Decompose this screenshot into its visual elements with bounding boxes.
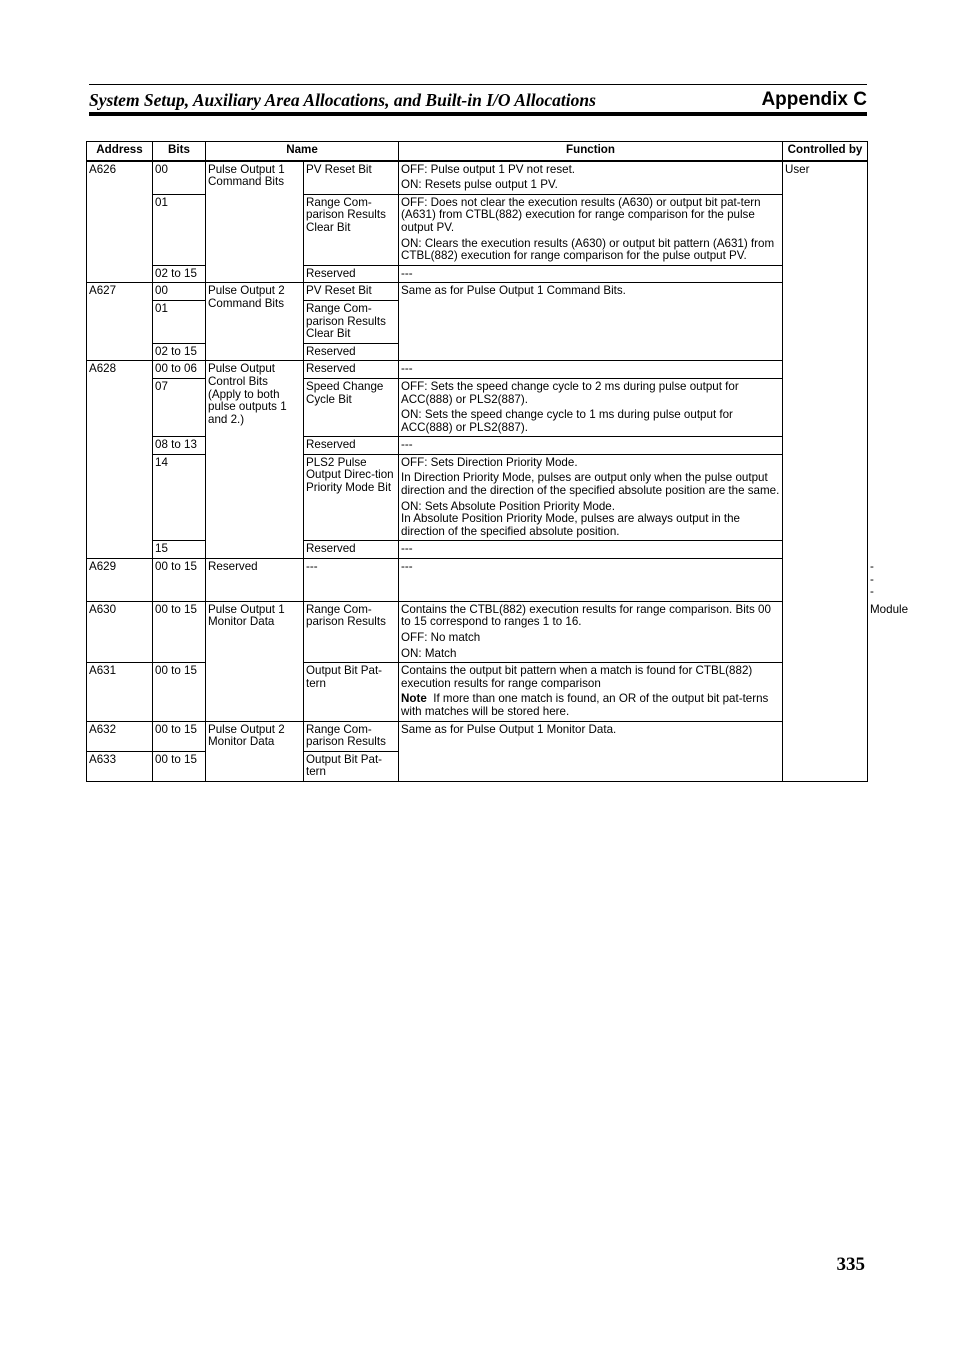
address-cell: A633	[87, 751, 153, 781]
subname-cell: Reserved	[304, 541, 399, 559]
table-row	[87, 161, 868, 195]
subname-cell: PV Reset Bit	[304, 283, 399, 301]
function-text: ON: Clears the execution results (A630) or output bit pattern (A631) from CTBL(882) execution for range comparison for the pulse output PV.	[401, 236, 775, 263]
subname-cell: Speed Change Cycle Bit	[304, 378, 399, 436]
col-header-address: Address	[87, 142, 153, 161]
subname-cell: Reserved	[304, 437, 399, 455]
function-text: ON: Sets Absolute Position Priority Mode.	[401, 499, 615, 513]
table-row	[87, 194, 868, 265]
function-cell: Same as for Pulse Output 1 Monitor Data.	[399, 721, 783, 781]
table-row	[87, 283, 868, 301]
name-cell: Pulse Output Control Bits (Apply to both pulse outputs 1 and 2.)	[206, 361, 304, 559]
function-text: OFF: Does not clear the execution results (A630) or output bit pat-tern (A631) from CTBL(882) execution for range comparison for the pulse output PV.	[401, 195, 761, 234]
subname-cell: Range Com-parison Results Clear Bit	[304, 300, 399, 343]
address-cell: A628	[87, 361, 153, 559]
name-cell: Pulse Output 2 Command Bits	[206, 283, 304, 361]
bits-cell: 07	[153, 378, 206, 436]
appendix-label: Appendix C	[761, 89, 867, 110]
table-row: A629 00 to 15 Reserved --- --- ---	[87, 559, 868, 602]
subname-cell: Output Bit Pat-tern	[304, 751, 399, 781]
table-header-row	[87, 142, 868, 161]
bits-cell: 02 to 15	[153, 265, 206, 283]
table-row: A630 00 to 15 Pulse Output 1 Monitor Data Range Com-parison Results Contains the CTBL(882) execution results for range comparison. Bits 00 to 15 correspond to ranges 1 to 16. OFF: No match ON: Match Module	[87, 601, 868, 662]
function-cell: ---	[399, 437, 783, 455]
bits-cell: 00 to 15	[153, 721, 206, 751]
function-text: In Absolute Position Priority Mode, pulses are always output in the direction of the specified absolute position.	[401, 512, 740, 538]
bits-cell: 00 to 15	[153, 663, 206, 721]
address-cell: A631	[87, 663, 153, 721]
table-row	[87, 721, 868, 751]
header-top-rule	[89, 84, 867, 85]
page-number: 335	[836, 1254, 865, 1275]
bits-cell: 00	[153, 283, 206, 301]
table-row	[87, 437, 868, 455]
note-label: Note	[401, 692, 427, 706]
subname-cell: Output Bit Pat-tern	[304, 663, 399, 721]
bits-cell: 00 to 15	[153, 559, 206, 602]
col-header-controlled-by: Controlled by	[783, 142, 868, 161]
subname-cell: ---	[304, 559, 399, 602]
function-text: In Direction Priority Mode, pulses are output only when the pulse output direction and the direction of the specified absolute position are the same.	[401, 471, 780, 498]
function-text: ON: Match	[401, 646, 457, 660]
function-cell: ---	[399, 361, 783, 379]
bits-cell: 01	[153, 300, 206, 343]
function-text: OFF: Sets the speed change cycle to 2 ms during pulse output for ACC(888) or PLS2(887).	[401, 379, 739, 406]
function-cell	[399, 161, 783, 195]
controlled-by-cell: User	[783, 161, 868, 782]
table-row	[87, 454, 868, 541]
col-header-bits: Bits	[153, 142, 206, 161]
address-cell: A626	[87, 161, 153, 283]
page-header-title: System Setup, Auxiliary Area Allocations, and Built-in I/O Allocations	[89, 90, 596, 110]
subname-cell: PLS2 Pulse Output Direc-tion Priority Mode Bit	[304, 454, 399, 541]
function-cell: Same as for Pulse Output 1 Command Bits.	[399, 283, 783, 361]
bits-cell: 00 to 06	[153, 361, 206, 379]
table-row	[87, 378, 868, 436]
function-cell: ---	[399, 541, 783, 559]
address-cell: A629	[87, 559, 153, 602]
address-cell: A632	[87, 721, 153, 751]
bits-cell: 01	[153, 194, 206, 265]
table-row	[87, 265, 868, 283]
function-cell	[399, 378, 783, 436]
col-header-name: Name	[206, 142, 399, 161]
function-text: OFF: No match	[401, 631, 481, 644]
table-row	[87, 541, 868, 559]
function-text: ON: Sets the speed change cycle to 1 ms during pulse output for ACC(888) or PLS2(887).	[401, 408, 733, 434]
function-text: OFF: Sets Direction Priority Mode.	[401, 455, 578, 469]
subname-cell: Range Com-parison Results Clear Bit	[304, 194, 399, 265]
function-text: OFF: Pulse output 1 PV not reset.	[401, 162, 576, 176]
function-cell	[399, 663, 783, 721]
subname-cell: Reserved	[304, 265, 399, 283]
function-cell: ---	[399, 265, 783, 283]
note-text	[401, 693, 780, 718]
name-cell: Pulse Output 1 Command Bits	[206, 161, 304, 283]
bits-cell: 15	[153, 541, 206, 559]
name-cell: Pulse Output 2 Monitor Data	[206, 721, 304, 781]
bits-cell: 00 to 15	[153, 601, 206, 662]
note-body: If more than one match is found, an OR of the output bit pat-terns with matches will be stored here.	[401, 692, 769, 718]
bits-cell: 14	[153, 454, 206, 541]
address-cell: A630	[87, 601, 153, 662]
bits-cell: 02 to 15	[153, 343, 206, 361]
bits-cell: 00	[153, 161, 206, 195]
bits-cell: 00 to 15	[153, 751, 206, 781]
table-row	[87, 361, 868, 379]
col-header-function: Function	[399, 142, 783, 161]
bits-cell: 08 to 13	[153, 437, 206, 455]
name-cell: Reserved	[206, 559, 304, 602]
allocation-table	[86, 141, 909, 782]
subname-cell: Reserved	[304, 343, 399, 361]
function-text: Contains the CTBL(882) execution results for range comparison. Bits 00 to 15 correspond to ranges 1 to 16.	[401, 602, 771, 629]
name-cell: Pulse Output 1 Monitor Data	[206, 601, 304, 721]
function-cell	[399, 194, 783, 265]
subname-cell: Range Com-parison Results	[304, 721, 399, 751]
function-text: Contains the output bit pattern when a match is found for CTBL(882) execution results for range comparison	[401, 664, 753, 690]
table-row	[87, 663, 868, 721]
function-text: ON: Resets pulse output 1 PV.	[401, 178, 558, 192]
subname-cell: Range Com-parison Results	[304, 601, 399, 662]
function-cell: ---	[399, 559, 783, 602]
function-cell	[399, 601, 783, 662]
function-cell	[399, 454, 783, 541]
subname-cell: PV Reset Bit	[304, 161, 399, 195]
address-cell: A627	[87, 283, 153, 361]
header-thick-rule	[89, 112, 867, 116]
subname-cell: Reserved	[304, 361, 399, 379]
